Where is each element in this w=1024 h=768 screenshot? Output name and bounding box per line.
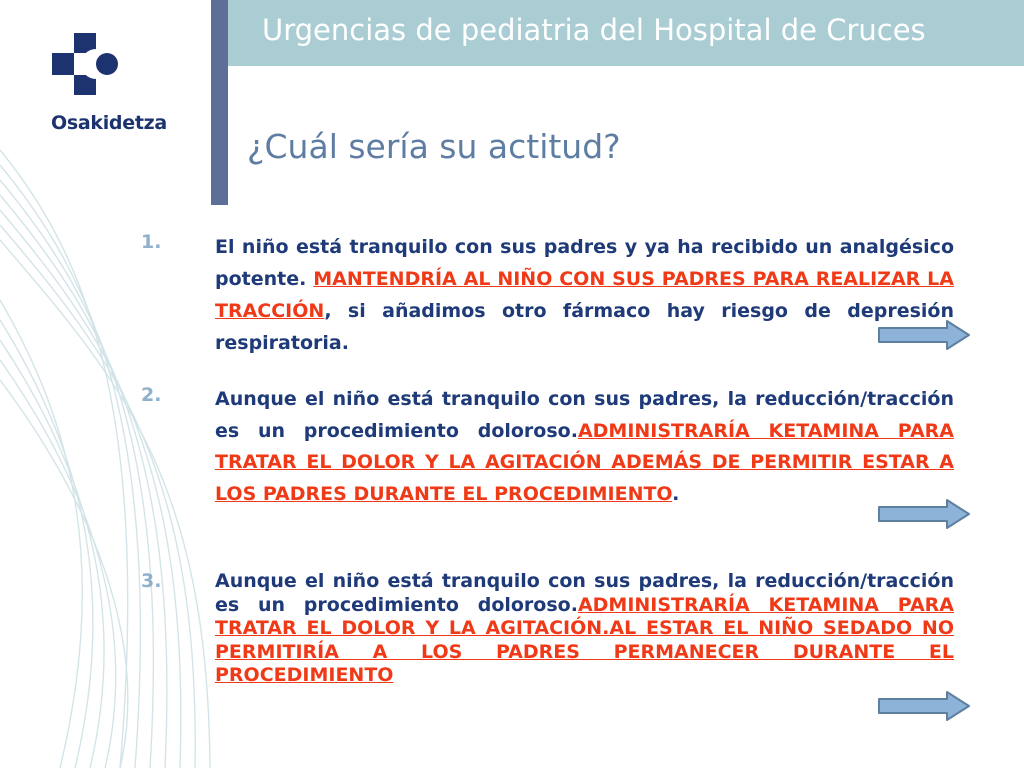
osakidetza-cross-logo-icon — [52, 33, 120, 95]
logo-text: Osakidetza — [51, 112, 167, 134]
vertical-accent-bar — [211, 0, 228, 205]
item-highlight: ADMINISTRARÍA KETAMINA PARA TRATAR EL DOLOR Y LA AGITACIÓN.AL ESTAR EL NIÑO SEDADO NO PERMITIRÍA A LOS PADRES PERMANECER DURANTE EL PROCEDIMIENTO — [215, 593, 955, 686]
item-text — [215, 231, 954, 359]
item-text-part: Aunque el niño está tranquilo con sus padres, la reducción/tracción es un procedimiento doloroso. — [215, 388, 954, 442]
item-number: 1. — [141, 231, 162, 253]
item-text-part: Aunque el niño está tranquilo con sus padres, la reducción/tracción es un procedimiento doloroso. — [215, 570, 954, 616]
item-text — [215, 570, 954, 688]
item-highlight: ADMINISTRARÍA KETAMINA PARA TRATAR EL DOLOR Y LA AGITACIÓN ADEMÁS DE PERMITIR ESTAR A LOS PADRES DURANTE EL PROCEDIMIENTO — [215, 419, 955, 505]
item-text — [215, 384, 954, 510]
right-arrow-icon[interactable] — [877, 319, 971, 351]
slide-title: ¿Cuál sería su actitud? — [247, 127, 621, 166]
item-highlight: MANTENDRÍA AL NIÑO CON SUS PADRES PARA REALIZAR LA TRACCIÓN — [215, 268, 954, 322]
header-title: Urgencias de pediatria del Hospital de Cruces — [262, 13, 926, 47]
item-number: 3. — [141, 570, 162, 592]
item-text-part: , si añadimos otro fármaco hay riesgo de depresión respiratoria. — [215, 300, 954, 354]
item-number: 2. — [141, 384, 162, 406]
right-arrow-icon[interactable] — [877, 498, 971, 530]
item-text-part: . — [672, 482, 680, 505]
item-text-part: El niño está tranquilo con sus padres y ya ha recibido un analgésico potente. — [215, 236, 954, 290]
right-arrow-icon[interactable] — [877, 690, 971, 722]
